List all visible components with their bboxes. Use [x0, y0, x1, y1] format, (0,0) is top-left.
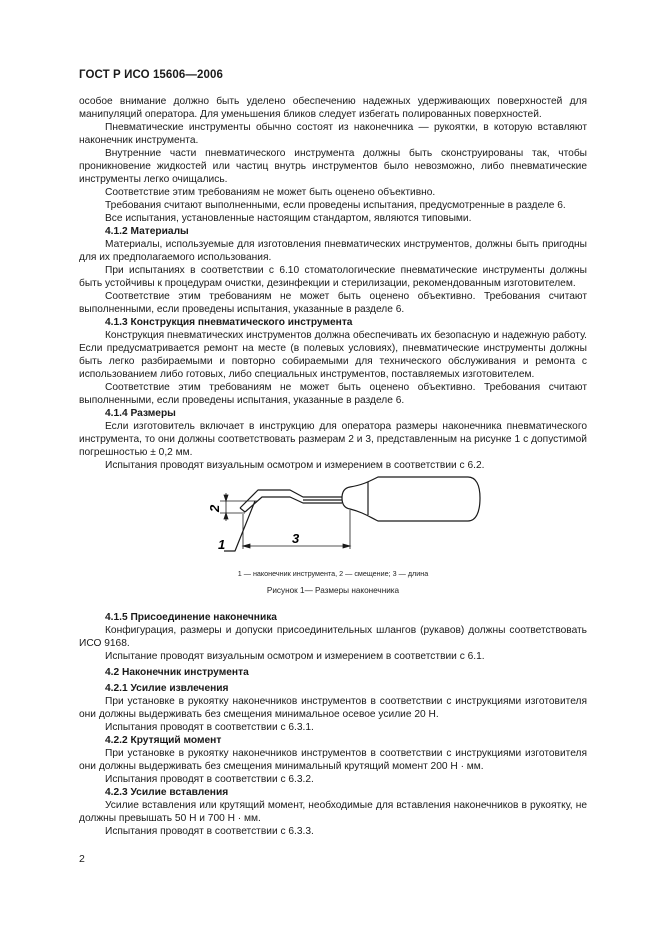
- document-header: ГОСТ Р ИСО 15606—2006: [79, 69, 224, 81]
- tip-upper-edge: [240, 490, 342, 508]
- paragraph: Конфигурация, размеры и допуски присоединительных шлангов (рукавов) должны соответствовать ИСО 9168.: [79, 625, 587, 649]
- dim2-arrow-top: [224, 495, 228, 501]
- figure-label-3: 3: [292, 531, 300, 546]
- paragraph: При установке в рукоятку наконечников инструментов в соответствии с инструкциями изготовителя они должны выдерживать без смещения минимальный крутящий момент 200 Н · мм.: [79, 748, 587, 772]
- tip-end: [240, 508, 245, 512]
- paragraph: Соответствие этим требованиям не может быть оценено объективно.: [105, 187, 436, 198]
- paragraph: Испытания проводят визуальным осмотром и измерением в соответствии с 6.2.: [105, 460, 485, 471]
- dim2-arrow-bottom: [224, 513, 228, 519]
- tip-lower-edge: [245, 497, 342, 512]
- page-number: 2: [79, 853, 85, 865]
- paragraph: Испытания проводят в соответствии с 6.3.1.: [105, 722, 314, 733]
- section-heading-4-1-2: 4.1.2 Материалы: [105, 226, 189, 237]
- paragraph: Усилие вставления или крутящий момент, необходимые для вставления наконечников в рукоятку, не должны превышать 50 Н и 700 Н · мм.: [79, 800, 587, 824]
- paragraph: особое внимание должно быть уделено обеспечению надежных удерживающих поверхностей для манипуляций оператора. Для уменьшения бликов следует избегать полированных поверхностей.: [79, 96, 587, 120]
- paragraph: Испытания проводят в соответствии с 6.3.3.: [105, 826, 314, 837]
- paragraph: Пневматические инструменты обычно состоят из наконечника — рукоятки, в которую вставляют наконечник инструмента.: [79, 122, 587, 146]
- paragraph: При испытаниях в соответствии с 6.10 стоматологические пневматические инструменты должны быть устойчивы к процедурам очистки, дезинфекции и стерилизации, рекомендованным изготовителем.: [79, 265, 587, 289]
- paragraph: Материалы, используемые для изготовления пневматических инструментов, должны быть пригодны для их предполагаемого использования.: [79, 239, 587, 263]
- paragraph: Испытания проводят в соответствии с 6.3.2.: [105, 774, 314, 785]
- section-heading-4-1-4: 4.1.4 Размеры: [105, 408, 176, 419]
- paragraph: Испытание проводят визуальным осмотром и измерением в соответствии с 6.1.: [105, 651, 485, 662]
- paragraph: Конструкция пневматических инструментов должна обеспечивать их безопасную и надежную работу. Если предусматривается ремонт на месте (в полевых условиях), пневматические инструменты должны быть легко разбираемыми и повторно собираемыми для технического обслуживания и ремонта с использованием либо готовых, либо специальных инструментов, поставляемых изготовителем.: [79, 330, 587, 380]
- section-heading-4-1-5: 4.1.5 Присоединение наконечника: [105, 612, 277, 623]
- figure-legend: 1 — наконечник инструмента, 2 — смещение; 3 — длина: [237, 569, 429, 578]
- dim3-arrow-left: [243, 544, 250, 548]
- paragraph: Требования считают выполненными, если проведены испытания, предусмотренные в разделе 6.: [105, 200, 566, 211]
- body-bottom: [79, 611, 587, 838]
- paragraph: Соответствие этим требованиям не может быть оценено объективно. Требования считают выполненными, если проведены испытания, указанные в разделе 6.: [79, 382, 587, 406]
- paragraph: Все испытания, установленные настоящим стандартом, являются типовыми.: [105, 213, 472, 224]
- paragraph: Если изготовитель включает в инструкцию для оператора размеры наконечника пневматического инструмента, то они должны соответствовать размерам 2 и 3, представленным на рисунке 1 с допустимой погрешностью ± 0,2 мм.: [79, 421, 587, 458]
- paragraph: Соответствие этим требованиям не может быть оценено объективно. Требования считают выполненными, если проведены испытания, указанные в разделе 6.: [79, 291, 587, 315]
- handle-body: [342, 477, 480, 521]
- section-heading-4-1-3: 4.1.3 Конструкция пневматического инструмента: [105, 317, 353, 328]
- figure-tip-dimensions: [200, 468, 500, 558]
- figure-caption: Рисунок 1— Размеры наконечника: [266, 586, 400, 595]
- section-heading-4-2: 4.2 Наконечник инструмента: [105, 667, 249, 678]
- section-heading-4-2-2: 4.2.2 Крутящий момент: [105, 735, 222, 746]
- section-heading-4-2-3: 4.2.3 Усилие вставления: [105, 787, 229, 798]
- paragraph: Внутренние части пневматического инструмента должны быть сконструированы так, чтобы проникновение жидкостей или частиц внутрь инструментов было невозможно, либо пневматические инструменты легко очищались.: [79, 148, 587, 185]
- paragraph: При установке в рукоятку наконечников инструментов в соответствии с инструкциями изготовителя они должны выдерживать без смещения минимальное осевое усилие 20 Н.: [79, 696, 587, 720]
- dim3-arrow-right: [343, 544, 350, 548]
- section-heading-4-2-1: 4.2.1 Усилие извлечения: [105, 683, 229, 694]
- body-top: [79, 95, 587, 472]
- figure-label-2: 2: [207, 504, 222, 512]
- figure-label-1: 1: [218, 537, 226, 552]
